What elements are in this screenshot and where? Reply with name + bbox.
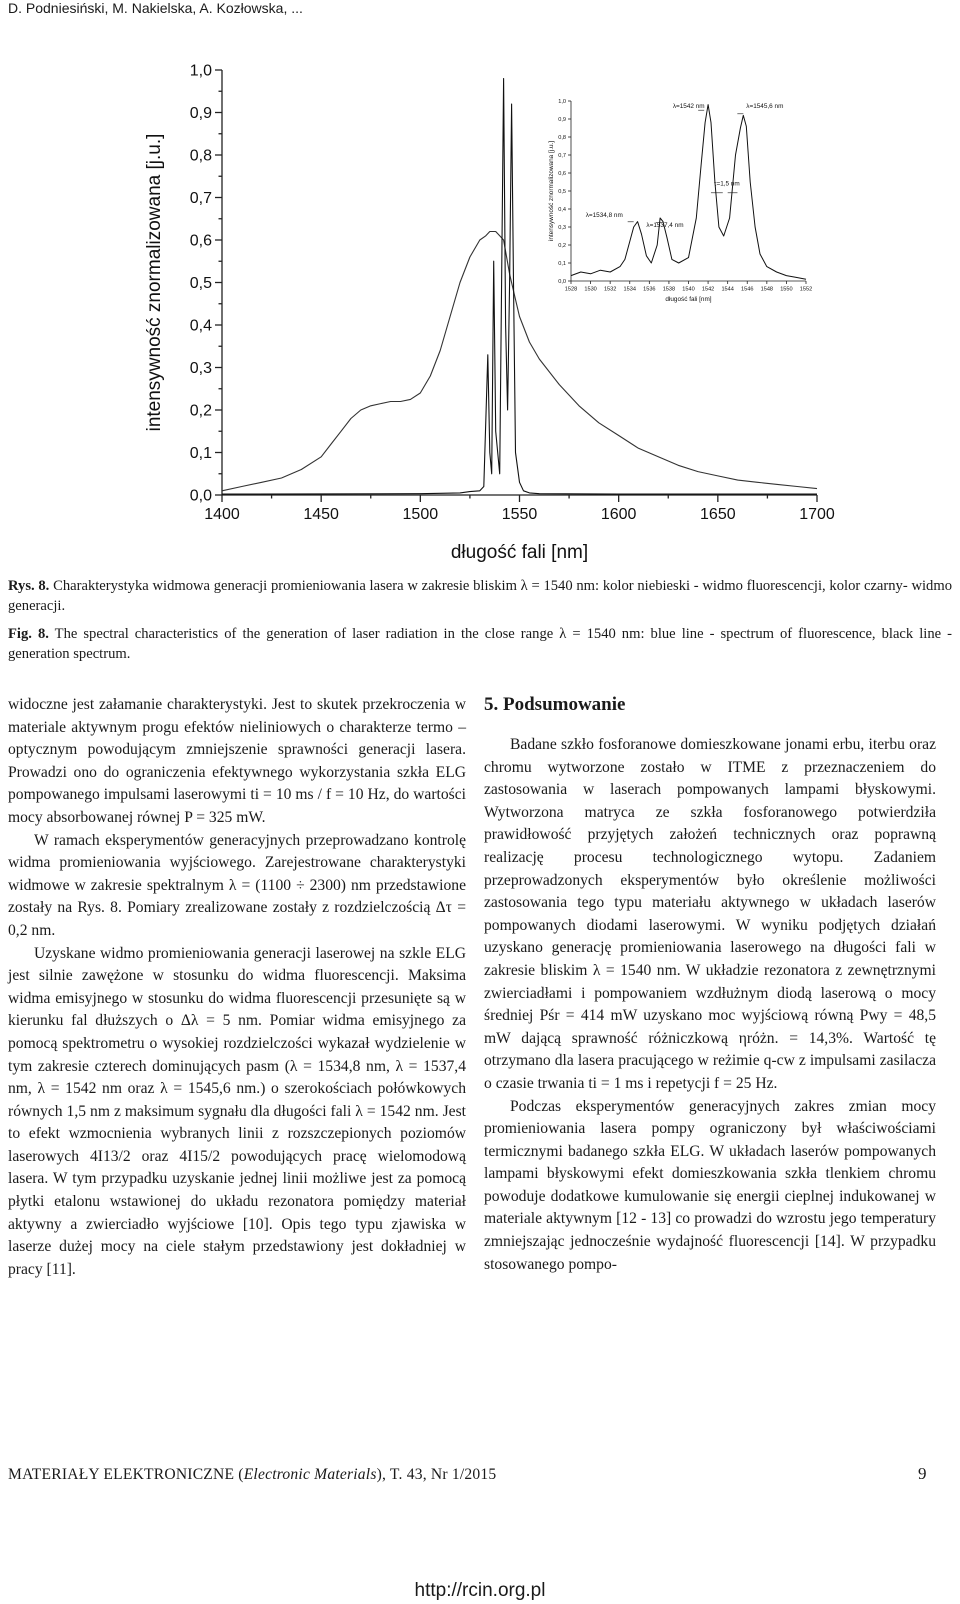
y-tick-label: 0,3 — [189, 360, 212, 378]
inset-annotation: λ=1545,6 nm — [746, 103, 784, 111]
page-number: 9 — [918, 1464, 927, 1483]
left-column — [8, 694, 466, 1281]
y-tick-label: 1,0 — [558, 98, 566, 105]
x-axis-label: długość fali [nm] — [665, 296, 712, 303]
figure-caption-en — [8, 624, 952, 664]
y-tick-label: 0,0 — [558, 278, 566, 285]
journal-name-en: Electronic Materials — [243, 1466, 377, 1483]
caption-pl-text: Charakterystyka widmowa generacji promieniowania lasera w zakresie bliskim λ = 1540 nm: kolor niebieski - widmo fluorescencji, kolor czarny- widmo generacji. — [8, 578, 952, 614]
x-tick-label: 1500 — [402, 506, 439, 523]
figure-caption-pl — [8, 576, 952, 616]
y-tick-label: 0,6 — [189, 232, 212, 250]
journal-name: MATERIAŁY ELEKTRONICZNE ( — [8, 1466, 244, 1483]
y-tick-label: 0,9 — [558, 116, 566, 123]
x-tick-label: 1528 — [564, 286, 578, 293]
x-axis-label: długość fali [nm] — [450, 542, 589, 563]
x-tick-label: 1548 — [760, 286, 774, 293]
x-tick-label: 1536 — [643, 286, 656, 293]
x-tick-label: 1400 — [204, 506, 240, 523]
x-tick-label: 1600 — [600, 506, 637, 523]
x-tick-label: 1450 — [303, 506, 339, 523]
y-tick-label: 0,2 — [558, 242, 566, 249]
x-tick-label: 1534 — [623, 286, 636, 293]
caption-en-text: The spectral characteristics of the generation of laser radiation in the close range λ = 1540 nm: blue line - spectrum of fluorescence, black line - generation spectrum. — [8, 626, 952, 662]
y-tick-label: 0,7 — [558, 152, 566, 159]
x-tick-label: 1700 — [799, 506, 835, 523]
x-tick-label: 1552 — [799, 286, 813, 293]
main-chart — [144, 63, 835, 563]
inset-annotation: τ=1,5 nm — [713, 180, 740, 188]
y-tick-label: 0,8 — [558, 134, 566, 141]
journal-volume: ), T. 43, Nr 1/2015 — [376, 1466, 497, 1483]
y-tick-label: 0,6 — [558, 170, 566, 177]
section-title: 5. Podsumowanie — [484, 694, 626, 715]
y-tick-label: 0,4 — [189, 317, 212, 335]
paragraph: W ramach eksperymentów generacyjnych przeprowadzano kontrolę widma promieniowania wyjściowego. Zarejestrowane charakterystyki widmowe w zakresie spektralnym λ = (1100 ÷ 2300) nm przedstawione zostały na Rys. 8. Pomiary zrealizowane zostały z rozdzielczością Δτ = 0,2 nm. — [8, 831, 466, 939]
y-tick-label: 0,9 — [189, 105, 212, 123]
y-tick-label: 1,0 — [189, 62, 212, 80]
x-tick-label: 1530 — [584, 286, 597, 293]
y-tick-label: 0,2 — [189, 402, 212, 420]
y-axis-label: intensywność znormalizowana [j.u.] — [548, 140, 555, 242]
paragraph: widoczne jest załamanie charakterystyki. Jest to skutek przekroczenia w materiale aktywnym progu efektów nieliniowych o charakterze termo – optycznym powodującym zmniejszenie sprawności generacji lasera. Prowadzi ono do ograniczenia efektywnego wykorzystania szkła ELG pompowanego impulsami laserowymi ti = 10 ms / f = 10 Hz, do wartości mocy absorbowanej równej P = 325 mW. — [8, 696, 466, 826]
x-tick-label: 1550 — [501, 506, 538, 523]
y-tick-label: 0,1 — [558, 260, 566, 267]
y-axis-label: intensywność znormalizowana [j.u.] — [144, 133, 165, 432]
inset-annotation: λ=1534,8 nm — [585, 212, 623, 220]
x-tick-label: 1550 — [780, 286, 793, 293]
series-line — [222, 232, 817, 491]
y-tick-label: 0,0 — [189, 487, 212, 505]
inset-chart — [548, 99, 812, 303]
x-tick-label: 1542 — [701, 286, 715, 293]
caption-en-label: Fig. 8. — [8, 626, 49, 642]
x-tick-label: 1540 — [682, 286, 695, 293]
y-tick-label: 0,4 — [558, 206, 566, 213]
running-header: D. Podniesiński, M. Nakielska, A. Kozłowska, ... — [8, 0, 303, 16]
y-tick-label: 0,5 — [558, 188, 566, 195]
source-url: http://rcin.org.pl — [414, 1580, 546, 1601]
x-tick-label: 1544 — [721, 286, 734, 293]
journal-footer — [8, 1466, 496, 1484]
y-tick-label: 0,7 — [189, 190, 212, 208]
y-tick-label: 0,5 — [189, 275, 212, 293]
series-line — [571, 105, 806, 280]
x-tick-label: 1546 — [741, 286, 754, 293]
x-tick-label: 1532 — [603, 286, 617, 293]
caption-pl-label: Rys. 8. — [8, 578, 50, 594]
inset-annotation: λ=1542 nm — [672, 103, 705, 111]
x-tick-label: 1538 — [662, 286, 676, 293]
paragraph: Podczas eksperymentów generacyjnych zakres zmian mocy promieniowania lasera pompy ograniczony był właściwościami termicznymi badanego szkła ELG. W układach laserów pompowanych lampami błyskowymi efekt domieszkowania szkła tlenkiem chromu powoduje dodatkowe kumulowanie się energii cieplnej indukowanej w materiale aktywnym [12 - 13] co prowadzi do wzrostu jego temperatury zmniejszając jednocześnie wydajność fluorescencji [14]. W przypadku stosowanego pompo- — [484, 1097, 936, 1273]
y-tick-label: 0,1 — [189, 445, 212, 463]
y-tick-label: 0,8 — [189, 147, 212, 165]
x-tick-label: 1650 — [700, 506, 736, 523]
y-tick-label: 0,3 — [558, 224, 566, 231]
inset-annotation: λ=1537,4 nm — [646, 222, 684, 229]
right-column — [484, 694, 936, 1276]
paragraph: Badane szkło fosforanowe domieszkowane jonami erbu, iterbu oraz chromu wytworzone zostało w ITME z przeznaczeniem do zastosowania w laserach pompowanych lampami błyskowymi. Wytworzona matryca ze szkła fosforanowego potwierdziła prawidłowość przyjętych założeń technicznych oraz poprawną realizację procesu technologicznego wytopu. Zadaniem przeprowadzonych eksperymentów było określenie możliwości zastosowania tego typu materiału aktywnego w układach laserów pompowanych diodami laserowymi. W wyniku podjętych działań uzyskano generację promieniowania laserowego na długości fali w zakresie bliskim λ = 1540 nm. W układzie rezonatora z zewnętrznymi zwierciadłami i pompowaniem wzdłużnym diodą laserową o mocy średniej Pśr = 414 mW uzyskano moc wyjściową równą Pwy = 48,5 mW dającą sprawność różniczkową ηróżn. = 14,3%. Wartość tę otrzymano dla lasera pracującego w reżimie q-cw z impulsami zasilacza o czasie trwania ti = 1 ms i repetycji f = 25 Hz. — [484, 736, 936, 1092]
figure-8-spectrum-chart — [0, 50, 960, 565]
paragraph: Uzyskane widmo promieniowania generacji laserowej na szkle ELG jest silnie zawężone w stosunku do widma fluorescencji. Maksima widma emisyjnego w stosunku do widma fluorescencji przesunięte są w kierunku fal dłuższych o Δλ = 5 nm. Pomiar widma emisyjnego za pomocą spektrometru o wysokiej rozdzielczości wykazał wydzielenie w tym zakresie czterech dominujących pasm (λ = 1534,8 nm, λ = 1537,4 nm, λ = 1542 nm oraz λ = 1545,6 nm.) o szerokościach połówkowych równych 1,5 nm z maksimum sygnału dla długości fali λ = 1542 nm. Jest to efekt wzmocnienia wybranych linii z rozszczepionych poziomów laserowych 4I13/2 oraz 4I15/2 powodujących pracę wielomodową lasera. W tym przypadku uzyskanie jednej linii możliwe jest za pomocą płytki etalonu wstawionej do układu rezonatora pomiędzy materiał aktywny a zwierciadło wyjściowe [10]. Opis tego typu zjawiska w laserze dużej mocy na ciele stałym przedstawiony jest dokładniej w pracy [11]. — [8, 944, 466, 1278]
